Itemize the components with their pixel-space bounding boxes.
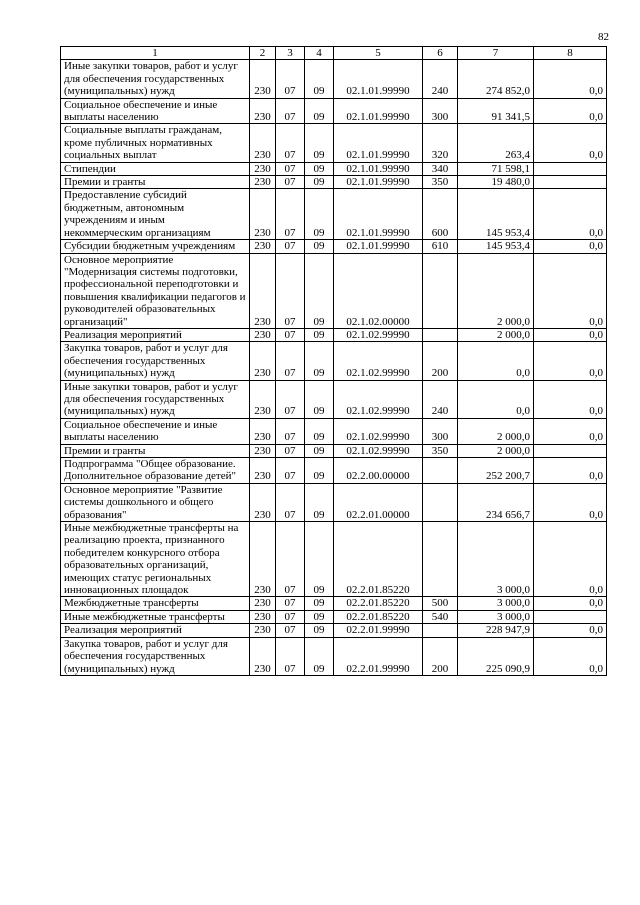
subsection-cell: 09 — [305, 328, 334, 341]
table-row — [61, 637, 607, 675]
expense-type-cell: 240 — [423, 60, 458, 98]
section-cell: 07 — [276, 380, 305, 418]
subsection-cell: 09 — [305, 597, 334, 610]
amount-cell: 263,4 — [458, 124, 534, 162]
amount-cell: 0,0 — [458, 380, 534, 418]
admin-code-cell: 230 — [250, 240, 276, 253]
amount-secondary-cell: 0,0 — [534, 637, 607, 675]
expense-type-cell: 610 — [423, 240, 458, 253]
amount-secondary-cell: 0,0 — [534, 458, 607, 484]
table-row — [61, 253, 607, 328]
amount-secondary-cell: 0,0 — [534, 418, 607, 444]
amount-secondary-cell — [534, 162, 607, 175]
row-name-cell: Предоставление субсидий бюджетным, автономным учреждениям и иным некоммерческим организациям — [61, 189, 250, 240]
section-cell: 07 — [276, 253, 305, 328]
admin-code-cell: 230 — [250, 637, 276, 675]
admin-code-cell: 230 — [250, 380, 276, 418]
table-row — [61, 189, 607, 240]
target-article-cell: 02.1.01.99990 — [334, 98, 423, 124]
amount-secondary-cell: 0,0 — [534, 380, 607, 418]
section-cell: 07 — [276, 342, 305, 380]
subsection-cell: 09 — [305, 60, 334, 98]
row-name-cell: Основное мероприятие "Развитие системы дошкольного и общего образования" — [61, 483, 250, 521]
amount-cell: 145 953,4 — [458, 240, 534, 253]
target-article-cell: 02.2.01.85220 — [334, 597, 423, 610]
expense-type-cell: 540 — [423, 610, 458, 623]
subsection-cell: 09 — [305, 98, 334, 124]
subsection-cell: 09 — [305, 240, 334, 253]
subsection-cell: 09 — [305, 458, 334, 484]
table-row — [61, 624, 607, 637]
admin-code-cell: 230 — [250, 418, 276, 444]
page-number: 82 — [598, 31, 609, 43]
amount-cell: 2 000,0 — [458, 418, 534, 444]
admin-code-cell: 230 — [250, 458, 276, 484]
admin-code-cell: 230 — [250, 253, 276, 328]
expense-type-cell: 340 — [423, 162, 458, 175]
column-header: 7 — [458, 47, 534, 60]
table-row — [61, 328, 607, 341]
subsection-cell: 09 — [305, 342, 334, 380]
expense-type-cell: 200 — [423, 637, 458, 675]
expense-type-cell: 600 — [423, 189, 458, 240]
row-name-cell: Социальное обеспечение и иные выплаты населению — [61, 418, 250, 444]
amount-secondary-cell: 0,0 — [534, 189, 607, 240]
row-name-cell: Подпрограмма "Общее образование. Дополнительное образование детей" — [61, 458, 250, 484]
expense-type-cell — [423, 458, 458, 484]
subsection-cell: 09 — [305, 380, 334, 418]
section-cell: 07 — [276, 328, 305, 341]
row-name-cell: Реализация мероприятий — [61, 624, 250, 637]
expense-type-cell — [423, 253, 458, 328]
amount-secondary-cell — [534, 444, 607, 457]
row-name-cell: Премии и гранты — [61, 176, 250, 189]
expense-type-cell: 300 — [423, 98, 458, 124]
section-cell: 07 — [276, 522, 305, 597]
target-article-cell: 02.1.01.99990 — [334, 162, 423, 175]
amount-cell: 0,0 — [458, 342, 534, 380]
subsection-cell: 09 — [305, 637, 334, 675]
expense-type-cell — [423, 328, 458, 341]
subsection-cell: 09 — [305, 522, 334, 597]
admin-code-cell: 230 — [250, 342, 276, 380]
target-article-cell: 02.1.01.99990 — [334, 124, 423, 162]
amount-cell: 19 480,0 — [458, 176, 534, 189]
admin-code-cell: 230 — [250, 162, 276, 175]
amount-cell: 3 000,0 — [458, 597, 534, 610]
table-row — [61, 483, 607, 521]
subsection-cell: 09 — [305, 444, 334, 457]
target-article-cell: 02.1.01.99990 — [334, 60, 423, 98]
target-article-cell: 02.1.02.00000 — [334, 253, 423, 328]
target-article-cell: 02.2.01.00000 — [334, 483, 423, 521]
table-row — [61, 444, 607, 457]
target-article-cell: 02.1.01.99990 — [334, 240, 423, 253]
table-row — [61, 176, 607, 189]
amount-cell: 234 656,7 — [458, 483, 534, 521]
target-article-cell: 02.1.02.99990 — [334, 444, 423, 457]
amount-secondary-cell — [534, 176, 607, 189]
admin-code-cell: 230 — [250, 124, 276, 162]
table-row — [61, 597, 607, 610]
expense-type-cell: 200 — [423, 342, 458, 380]
amount-secondary-cell: 0,0 — [534, 483, 607, 521]
amount-cell: 91 341,5 — [458, 98, 534, 124]
row-name-cell: Иные закупки товаров, работ и услуг для обеспечения государственных (муниципальных) нужд — [61, 380, 250, 418]
target-article-cell: 02.2.00.00000 — [334, 458, 423, 484]
admin-code-cell: 230 — [250, 328, 276, 341]
amount-cell: 225 090,9 — [458, 637, 534, 675]
amount-cell: 145 953,4 — [458, 189, 534, 240]
admin-code-cell: 230 — [250, 444, 276, 457]
admin-code-cell: 230 — [250, 98, 276, 124]
column-header: 2 — [250, 47, 276, 60]
row-name-cell: Иные закупки товаров, работ и услуг для обеспечения государственных (муниципальных) нужд — [61, 60, 250, 98]
row-name-cell: Закупка товаров, работ и услуг для обеспечения государственных (муниципальных) нужд — [61, 637, 250, 675]
subsection-cell: 09 — [305, 124, 334, 162]
section-cell: 07 — [276, 610, 305, 623]
amount-cell: 2 000,0 — [458, 444, 534, 457]
amount-cell: 274 852,0 — [458, 60, 534, 98]
amount-secondary-cell: 0,0 — [534, 522, 607, 597]
admin-code-cell: 230 — [250, 597, 276, 610]
target-article-cell: 02.1.02.99990 — [334, 342, 423, 380]
amount-secondary-cell: 0,0 — [534, 124, 607, 162]
target-article-cell: 02.2.01.85220 — [334, 522, 423, 597]
table-row — [61, 124, 607, 162]
table-body — [61, 60, 607, 676]
row-name-cell: Иные межбюджетные трансферты на реализацию проекта, признанного победителем конкурсного отбора образовательных организаций, имеющих статус региональных инновационных площадок — [61, 522, 250, 597]
row-name-cell: Межбюджетные трансферты — [61, 597, 250, 610]
amount-cell: 228 947,9 — [458, 624, 534, 637]
budget-table — [60, 46, 607, 676]
amount-secondary-cell: 0,0 — [534, 60, 607, 98]
expense-type-cell — [423, 483, 458, 521]
section-cell: 07 — [276, 637, 305, 675]
target-article-cell: 02.1.01.99990 — [334, 189, 423, 240]
target-article-cell: 02.2.01.99990 — [334, 637, 423, 675]
subsection-cell: 09 — [305, 176, 334, 189]
column-header: 1 — [61, 47, 250, 60]
table-row — [61, 522, 607, 597]
table-row — [61, 240, 607, 253]
section-cell: 07 — [276, 240, 305, 253]
target-article-cell: 02.1.02.99990 — [334, 418, 423, 444]
admin-code-cell: 230 — [250, 176, 276, 189]
subsection-cell: 09 — [305, 483, 334, 521]
amount-cell: 2 000,0 — [458, 253, 534, 328]
target-article-cell: 02.1.01.99990 — [334, 176, 423, 189]
row-name-cell: Основное мероприятие "Модернизация системы подготовки, профессиональной переподготовки и повышения квалификации педагогов и руководителей образовательных организаций" — [61, 253, 250, 328]
row-name-cell: Социальное обеспечение и иные выплаты населению — [61, 98, 250, 124]
section-cell: 07 — [276, 176, 305, 189]
section-cell: 07 — [276, 189, 305, 240]
admin-code-cell: 230 — [250, 610, 276, 623]
admin-code-cell: 230 — [250, 60, 276, 98]
target-article-cell: 02.1.02.99990 — [334, 328, 423, 341]
expense-type-cell: 500 — [423, 597, 458, 610]
expense-type-cell — [423, 522, 458, 597]
section-cell: 07 — [276, 597, 305, 610]
row-name-cell: Закупка товаров, работ и услуг для обеспечения государственных (муниципальных) нужд — [61, 342, 250, 380]
column-header: 4 — [305, 47, 334, 60]
amount-cell: 71 598,1 — [458, 162, 534, 175]
table-row — [61, 162, 607, 175]
section-cell: 07 — [276, 124, 305, 162]
expense-type-cell: 320 — [423, 124, 458, 162]
table-row — [61, 458, 607, 484]
target-article-cell: 02.1.02.99990 — [334, 380, 423, 418]
section-cell: 07 — [276, 444, 305, 457]
amount-secondary-cell: 0,0 — [534, 597, 607, 610]
section-cell: 07 — [276, 60, 305, 98]
section-cell: 07 — [276, 418, 305, 444]
table-row — [61, 60, 607, 98]
table-row — [61, 380, 607, 418]
column-header: 5 — [334, 47, 423, 60]
column-header: 3 — [276, 47, 305, 60]
subsection-cell: 09 — [305, 624, 334, 637]
expense-type-cell: 300 — [423, 418, 458, 444]
column-header: 6 — [423, 47, 458, 60]
amount-cell: 2 000,0 — [458, 328, 534, 341]
row-name-cell: Субсидии бюджетным учреждениям — [61, 240, 250, 253]
target-article-cell: 02.2.01.99990 — [334, 624, 423, 637]
expense-type-cell: 240 — [423, 380, 458, 418]
amount-cell: 3 000,0 — [458, 522, 534, 597]
subsection-cell: 09 — [305, 253, 334, 328]
admin-code-cell: 230 — [250, 483, 276, 521]
amount-secondary-cell: 0,0 — [534, 253, 607, 328]
amount-secondary-cell — [534, 610, 607, 623]
amount-secondary-cell: 0,0 — [534, 98, 607, 124]
expense-type-cell — [423, 624, 458, 637]
row-name-cell: Иные межбюджетные трансферты — [61, 610, 250, 623]
row-name-cell: Премии и гранты — [61, 444, 250, 457]
table-row — [61, 610, 607, 623]
table-row — [61, 418, 607, 444]
admin-code-cell: 230 — [250, 522, 276, 597]
section-cell: 07 — [276, 98, 305, 124]
expense-type-cell: 350 — [423, 444, 458, 457]
subsection-cell: 09 — [305, 162, 334, 175]
row-name-cell: Стипендии — [61, 162, 250, 175]
amount-secondary-cell: 0,0 — [534, 328, 607, 341]
column-header: 8 — [534, 47, 607, 60]
section-cell: 07 — [276, 624, 305, 637]
section-cell: 07 — [276, 162, 305, 175]
expense-type-cell: 350 — [423, 176, 458, 189]
amount-cell: 252 200,7 — [458, 458, 534, 484]
table-row — [61, 98, 607, 124]
amount-secondary-cell: 0,0 — [534, 342, 607, 380]
amount-secondary-cell: 0,0 — [534, 240, 607, 253]
amount-cell: 3 000,0 — [458, 610, 534, 623]
row-name-cell: Социальные выплаты гражданам, кроме публичных нормативных социальных выплат — [61, 124, 250, 162]
amount-secondary-cell: 0,0 — [534, 624, 607, 637]
subsection-cell: 09 — [305, 189, 334, 240]
admin-code-cell: 230 — [250, 624, 276, 637]
row-name-cell: Реализация мероприятий — [61, 328, 250, 341]
target-article-cell: 02.2.01.85220 — [334, 610, 423, 623]
section-cell: 07 — [276, 458, 305, 484]
section-cell: 07 — [276, 483, 305, 521]
subsection-cell: 09 — [305, 610, 334, 623]
table-header-row — [61, 47, 607, 60]
table-row — [61, 342, 607, 380]
subsection-cell: 09 — [305, 418, 334, 444]
admin-code-cell: 230 — [250, 189, 276, 240]
